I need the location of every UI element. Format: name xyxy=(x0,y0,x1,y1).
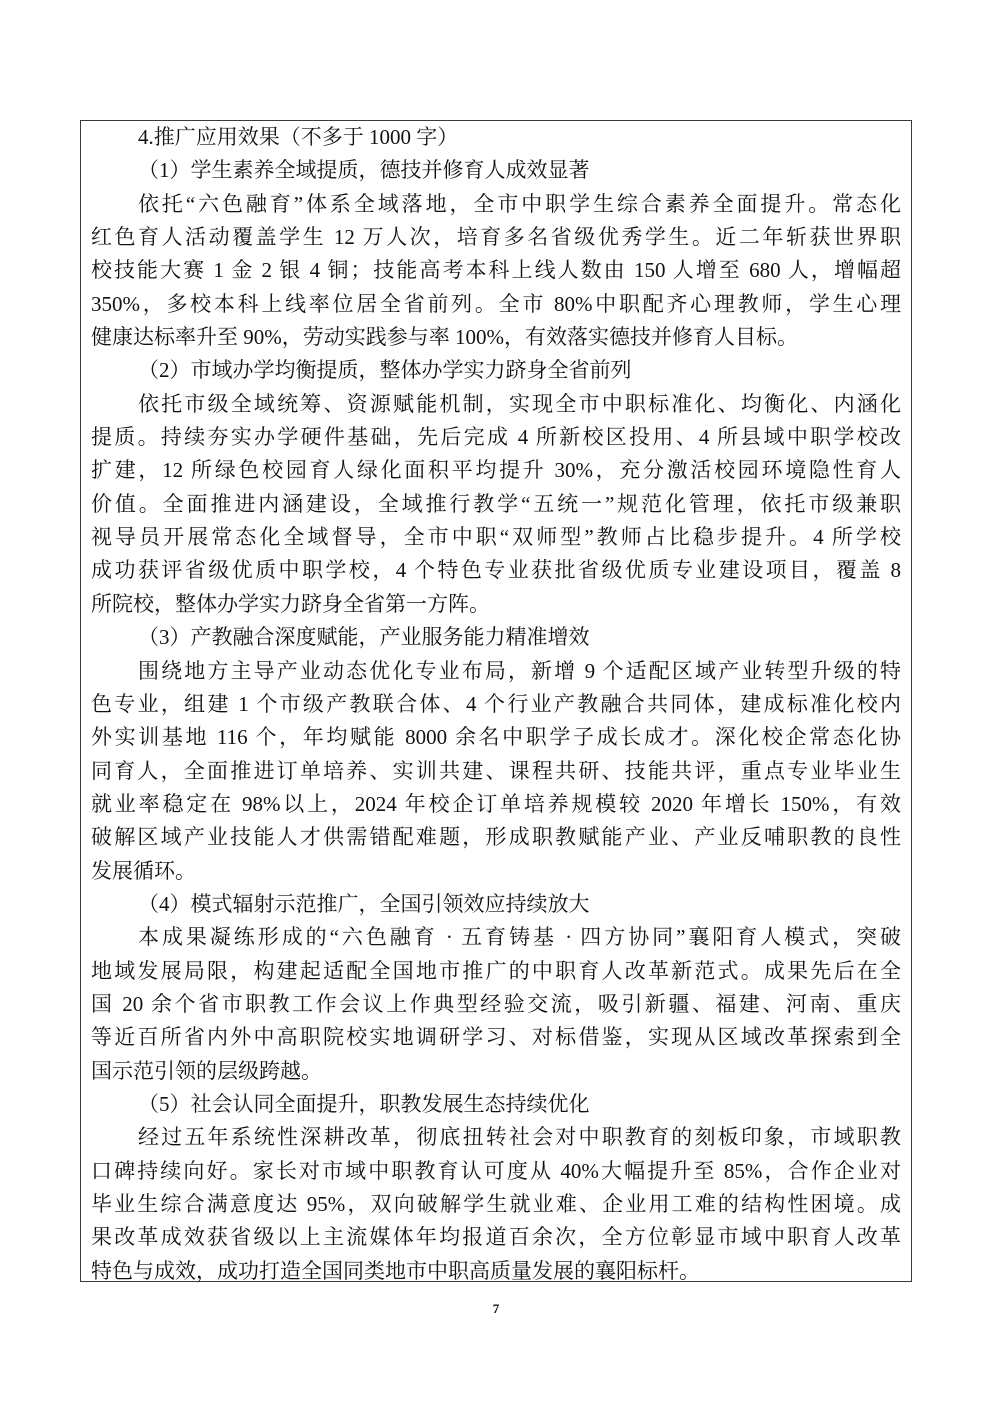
text-line: 外实训基地 116 个，年均赋能 8000 余名中职学子成长成才。深化校企常态化协 xyxy=(91,725,901,750)
text-line: 所院校，整体办学实力跻身全省第一方阵。 xyxy=(91,591,490,616)
text-line: 果改革成效获省级以上主流媒体年均报道百余次，全方位彰显市域中职育人改革 xyxy=(91,1225,901,1250)
text-line: 发展循环。 xyxy=(91,858,196,883)
text-line: 红色育人活动覆盖学生 12 万人次，培育多名省级优秀学生。近二年斩获世界职 xyxy=(91,225,901,250)
subsection-title-3: （3）产教融合深度赋能，产业服务能力精准增效 xyxy=(138,625,590,650)
section-heading: 4.推广应用效果（不多于 1000 字） xyxy=(138,125,459,149)
text-line: 口碑持续向好。家长对市域中职教育认可度从 40%大幅提升至 85%，合作企业对 xyxy=(91,1158,901,1183)
subsection-title-5: （5）社会认同全面提升，职教发展生态持续优化 xyxy=(138,1091,590,1116)
text-line: 本成果凝练形成的“六色融育 · 五育铸基 · 四方协同”襄阳育人模式，突破 xyxy=(138,925,901,950)
text-line: 破解区域产业技能人才供需错配难题，形成职教赋能产业、产业反哺职教的良性 xyxy=(91,825,901,850)
text-line: 扩建，12 所绿色校园育人绿化面积平均提升 30%，充分激活校园环境隐性育人 xyxy=(91,458,901,483)
text-line: 价值。全面推进内涵建设，全域推行教学“五统一”规范化管理，依托市级兼职 xyxy=(91,491,901,516)
text-line: 色专业，组建 1 个市级产教联合体、4 个行业产教融合共同体，建成标准化校内 xyxy=(91,691,901,716)
text-line: 围绕地方主导产业动态优化专业布局，新增 9 个适配区域产业转型升级的特 xyxy=(138,658,901,683)
text-line: 提质。持续夯实办学硬件基础，先后完成 4 所新校区投用、4 所县域中职学校改 xyxy=(91,425,901,450)
text-line: 视导员开展常态化全域督导，全市中职“双师型”教师占比稳步提升。4 所学校 xyxy=(91,525,901,550)
text-line: 依托市级全域统筹、资源赋能机制，实现全市中职标准化、均衡化、内涵化 xyxy=(138,391,901,416)
text-line: 就业率稳定在 98%以上，2024 年校企订单培养规模较 2020 年增长 150%，有效 xyxy=(91,791,901,816)
content-frame xyxy=(80,120,912,1282)
text-line: 毕业生综合满意度达 95%，双向破解学生就业难、企业用工难的结构性困境。成 xyxy=(91,1192,901,1216)
text-line: 健康达标率升至 90%，劳动实践参与率 100%，有效落实德技并修育人目标。 xyxy=(91,325,798,350)
text-line: 国 20 余个省市职教工作会议上作典型经验交流，吸引新疆、福建、河南、重庆 xyxy=(91,991,901,1016)
text-line: 成功获评省级优质中职学校，4 个特色专业获批省级优质专业建设项目，覆盖 8 xyxy=(91,558,901,583)
subsection-title-4: （4）模式辐射示范推广，全国引领效应持续放大 xyxy=(138,891,590,916)
subsection-title-2: （2）市域办学均衡提质，整体办学实力跻身全省前列 xyxy=(138,358,632,383)
text-line: 同育人，全面推进订单培养、实训共建、课程共研、技能共评，重点专业毕业生 xyxy=(91,758,901,783)
page-number: 7 xyxy=(492,1301,500,1316)
text-line: 特色与成效，成功打造全国同类地市中职高质量发展的襄阳标杆。 xyxy=(91,1258,700,1283)
text-line: 350%，多校本科上线率位居全省前列。全市 80%中职配齐心理教师，学生心理 xyxy=(91,291,901,316)
text-line: 依托“六色融育”体系全域落地，全市中职学生综合素养全面提升。常态化 xyxy=(138,191,901,216)
text-line: 经过五年系统性深耕改革，彻底扭转社会对中职教育的刻板印象，市域职教 xyxy=(138,1125,901,1150)
subsection-title-1: （1）学生素养全域提质，德技并修育人成效显著 xyxy=(138,158,590,183)
text-line: 地域发展局限，构建起适配全国地市推广的中职育人改革新范式。成果先后在全 xyxy=(91,958,901,983)
text-line: 等近百所省内外中高职院校实地调研学习、对标借鉴，实现从区域改革探索到全 xyxy=(91,1025,901,1050)
text-line: 国示范引领的层级跨越。 xyxy=(91,1058,322,1083)
text-line: 校技能大赛 1 金 2 银 4 铜；技能高考本科上线人数由 150 人增至 680 人，增幅超 xyxy=(91,258,901,283)
